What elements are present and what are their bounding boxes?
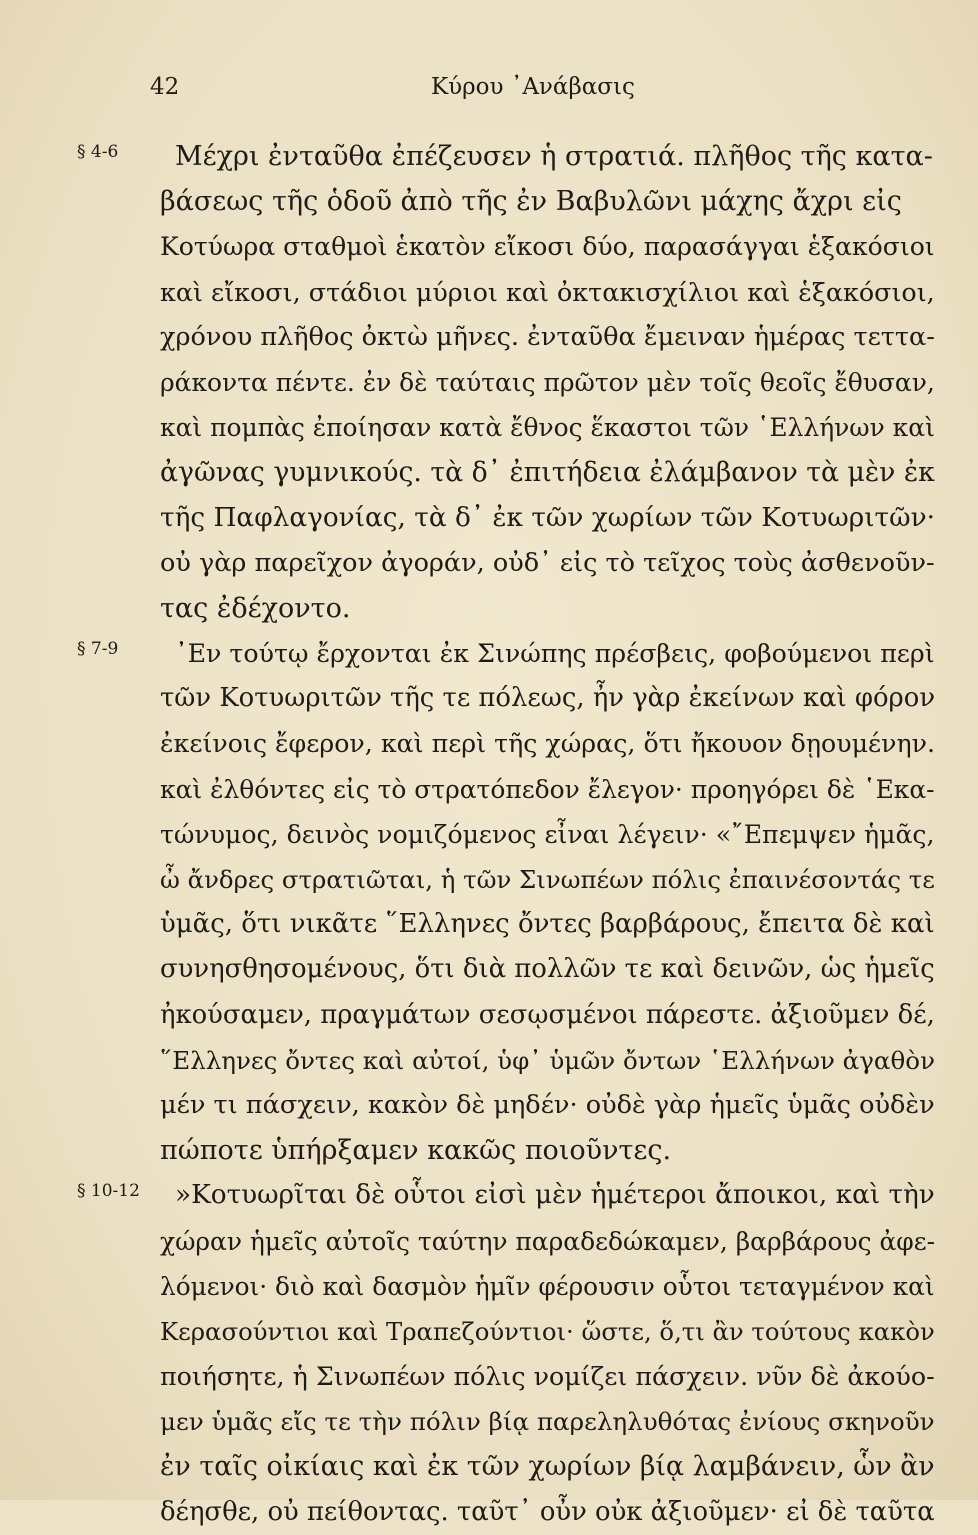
- text-line: »Κοτυωρῖται δὲ οὗτοι εἰσὶ μὲν ἡμέτεροι ἄποικοι, καὶ τὴν: [175, 1180, 935, 1211]
- paragraph-7-9: [60, 631, 940, 1173]
- text-line: ᾿Εν τούτῳ ἔρχονται ἐκ Σινώπης πρέσβεις, φοβούμενοι περὶ: [175, 639, 935, 669]
- text-line: ποιήσητε, ἡ Σινωπέων πόλις νομίζει πάσχειν. νῦν δὲ ἀκούο-: [160, 1361, 935, 1392]
- text-line: ἐν ταῖς οἰκίαις καὶ ἐκ τῶν χωρίων βίᾳ λαμβάνειν, ὧν ἂν: [160, 1451, 935, 1483]
- text-line: τῶν Κοτυωριτῶν τῆς τε πόλεως, ἦν γὰρ ἐκείνων καὶ φόρον: [160, 683, 936, 714]
- text-line: μέν τι πάσχειν, κακὸν δὲ μηδέν· οὐδὲ γὰρ ἡμεῖς ὑμᾶς οὐδὲν: [160, 1089, 935, 1120]
- text-line: ἠκούσαμεν, πραγμάτων σεσῳσμένοι πάρεστε. ἀξιοῦμεν δέ,: [160, 999, 935, 1030]
- text-line: καὶ εἴκοσι, στάδιοι μύριοι καὶ ὀκτακισχίλιοι καὶ ἑξακόσιοι,: [160, 276, 935, 307]
- text-line: χρόνου πλῆθος ὀκτὼ μῆνες. ἐνταῦθα ἔμειναν ἡμέρας τεττα-: [160, 321, 935, 352]
- section-ref: § 10-12: [77, 1181, 140, 1202]
- page-header: [0, 74, 978, 108]
- page-number: 42: [150, 74, 180, 100]
- text-line: συνησθησομένους, ὅτι διὰ πολλῶν τε καὶ δεινῶν, ὡς ἡμεῖς: [160, 954, 935, 985]
- text-line: ἐκείνοις ἔφερον, καὶ περὶ τῆς χώρας, ὅτι ἤκουον δῃουμένην.: [160, 729, 935, 759]
- paragraph-10-12: [60, 1173, 940, 1535]
- text-line: χώραν ἡμεῖς αὐτοῖς ταύτην παραδεδώκαμεν, βαρβάρους ἀφε-: [160, 1226, 936, 1256]
- text-line: Κοτύωρα σταθμοὶ ἑκατὸν εἴκοσι δύο, παρασάγγαι ἑξακόσιοι: [160, 232, 935, 262]
- text-line: ῞Ελληνες ὄντες καὶ αὐτοί, ὑφ᾿ ὑμῶν ὄντων ῾Ελλήνων ἀγαθὸν: [160, 1045, 935, 1075]
- text-line: τῆς Παφλαγονίας, τὰ δ᾿ ἐκ τῶν χωρίων τῶν Κοτυωριτῶν·: [160, 502, 935, 533]
- text-line: πώποτε ὑπήρξαμεν κακῶς ποιοῦντες.: [160, 1135, 672, 1167]
- running-title: Κύρου ᾿Ανάβασις: [431, 74, 635, 100]
- text-line: Κερασούντιοι καὶ Τραπεζούντιοι· ὥστε, ὅ,τι ἂν τούτους κακὸν: [160, 1316, 935, 1346]
- section-ref: § 7-9: [77, 639, 119, 660]
- text-line: δέησθε, οὐ πείθοντας. ταῦτ᾿ οὖν οὐκ ἀξιοῦμεν· εἰ δὲ ταῦτα: [160, 1496, 935, 1527]
- text-line: λόμενοι· διὸ καὶ δασμὸν ἡμῖν φέρουσιν οὗτοι τεταγμένον καὶ: [160, 1271, 935, 1301]
- text-line: Μέχρι ἐνταῦθα ἐπέζευσεν ἡ στρατιά. πλῆθος τῆς κατα-: [175, 141, 933, 172]
- section-ref: § 4-6: [77, 142, 119, 162]
- text-body: [60, 134, 940, 1535]
- text-line: καὶ ἐλθόντες εἰς τὸ στρατόπεδον ἔλεγον· προηγόρει δὲ ῾Εκα-: [160, 774, 935, 804]
- text-line: τας ἐδέχοντο.: [160, 592, 351, 624]
- text-line: τώνυμος, δεινὸς νομιζόμενος εἶναι λέγειν· «῎Επεμψεν ἡμᾶς,: [160, 819, 935, 849]
- text-line: ὑμᾶς, ὅτι νικᾶτε ῞Ελληνες ὄντες βαρβάρους, ἔπειτα δὲ καὶ: [160, 909, 935, 940]
- text-line: ἀγῶνας γυμνικούς. τὰ δ᾿ ἐπιτήδεια ἐλάμβανον τὰ μὲν ἐκ: [160, 457, 935, 489]
- text-line: ὦ ἄνδρες στρατιῶται, ἡ τῶν Σινωπέων πόλις ἐπαινέσοντάς τε: [160, 865, 935, 894]
- paragraph-4-6: [60, 134, 940, 631]
- text-line: ράκοντα πέντε. ἐν δὲ ταύταις πρῶτον μὲν τοῖς θεοῖς ἔθυσαν,: [160, 367, 935, 397]
- text-line: καὶ πομπὰς ἐποίησαν κατὰ ἔθνος ἕκαστοι τῶν ῾Ελλήνων καὶ: [160, 413, 935, 443]
- text-line: μεν ὑμᾶς εἴς τε τὴν πόλιν βίᾳ παρεληλυθότας ἐνίους σκηνοῦν: [160, 1407, 935, 1437]
- text-line: οὐ γὰρ παρεῖχον ἀγοράν, οὐδ᾿ εἰς τὸ τεῖχος τοὺς ἀσθενοῦν-: [160, 547, 935, 578]
- text-line: βάσεως τῆς ὁδοῦ ἀπὸ τῆς ἐν Βαβυλῶνι μάχης ἄχρι εἰς: [160, 186, 902, 218]
